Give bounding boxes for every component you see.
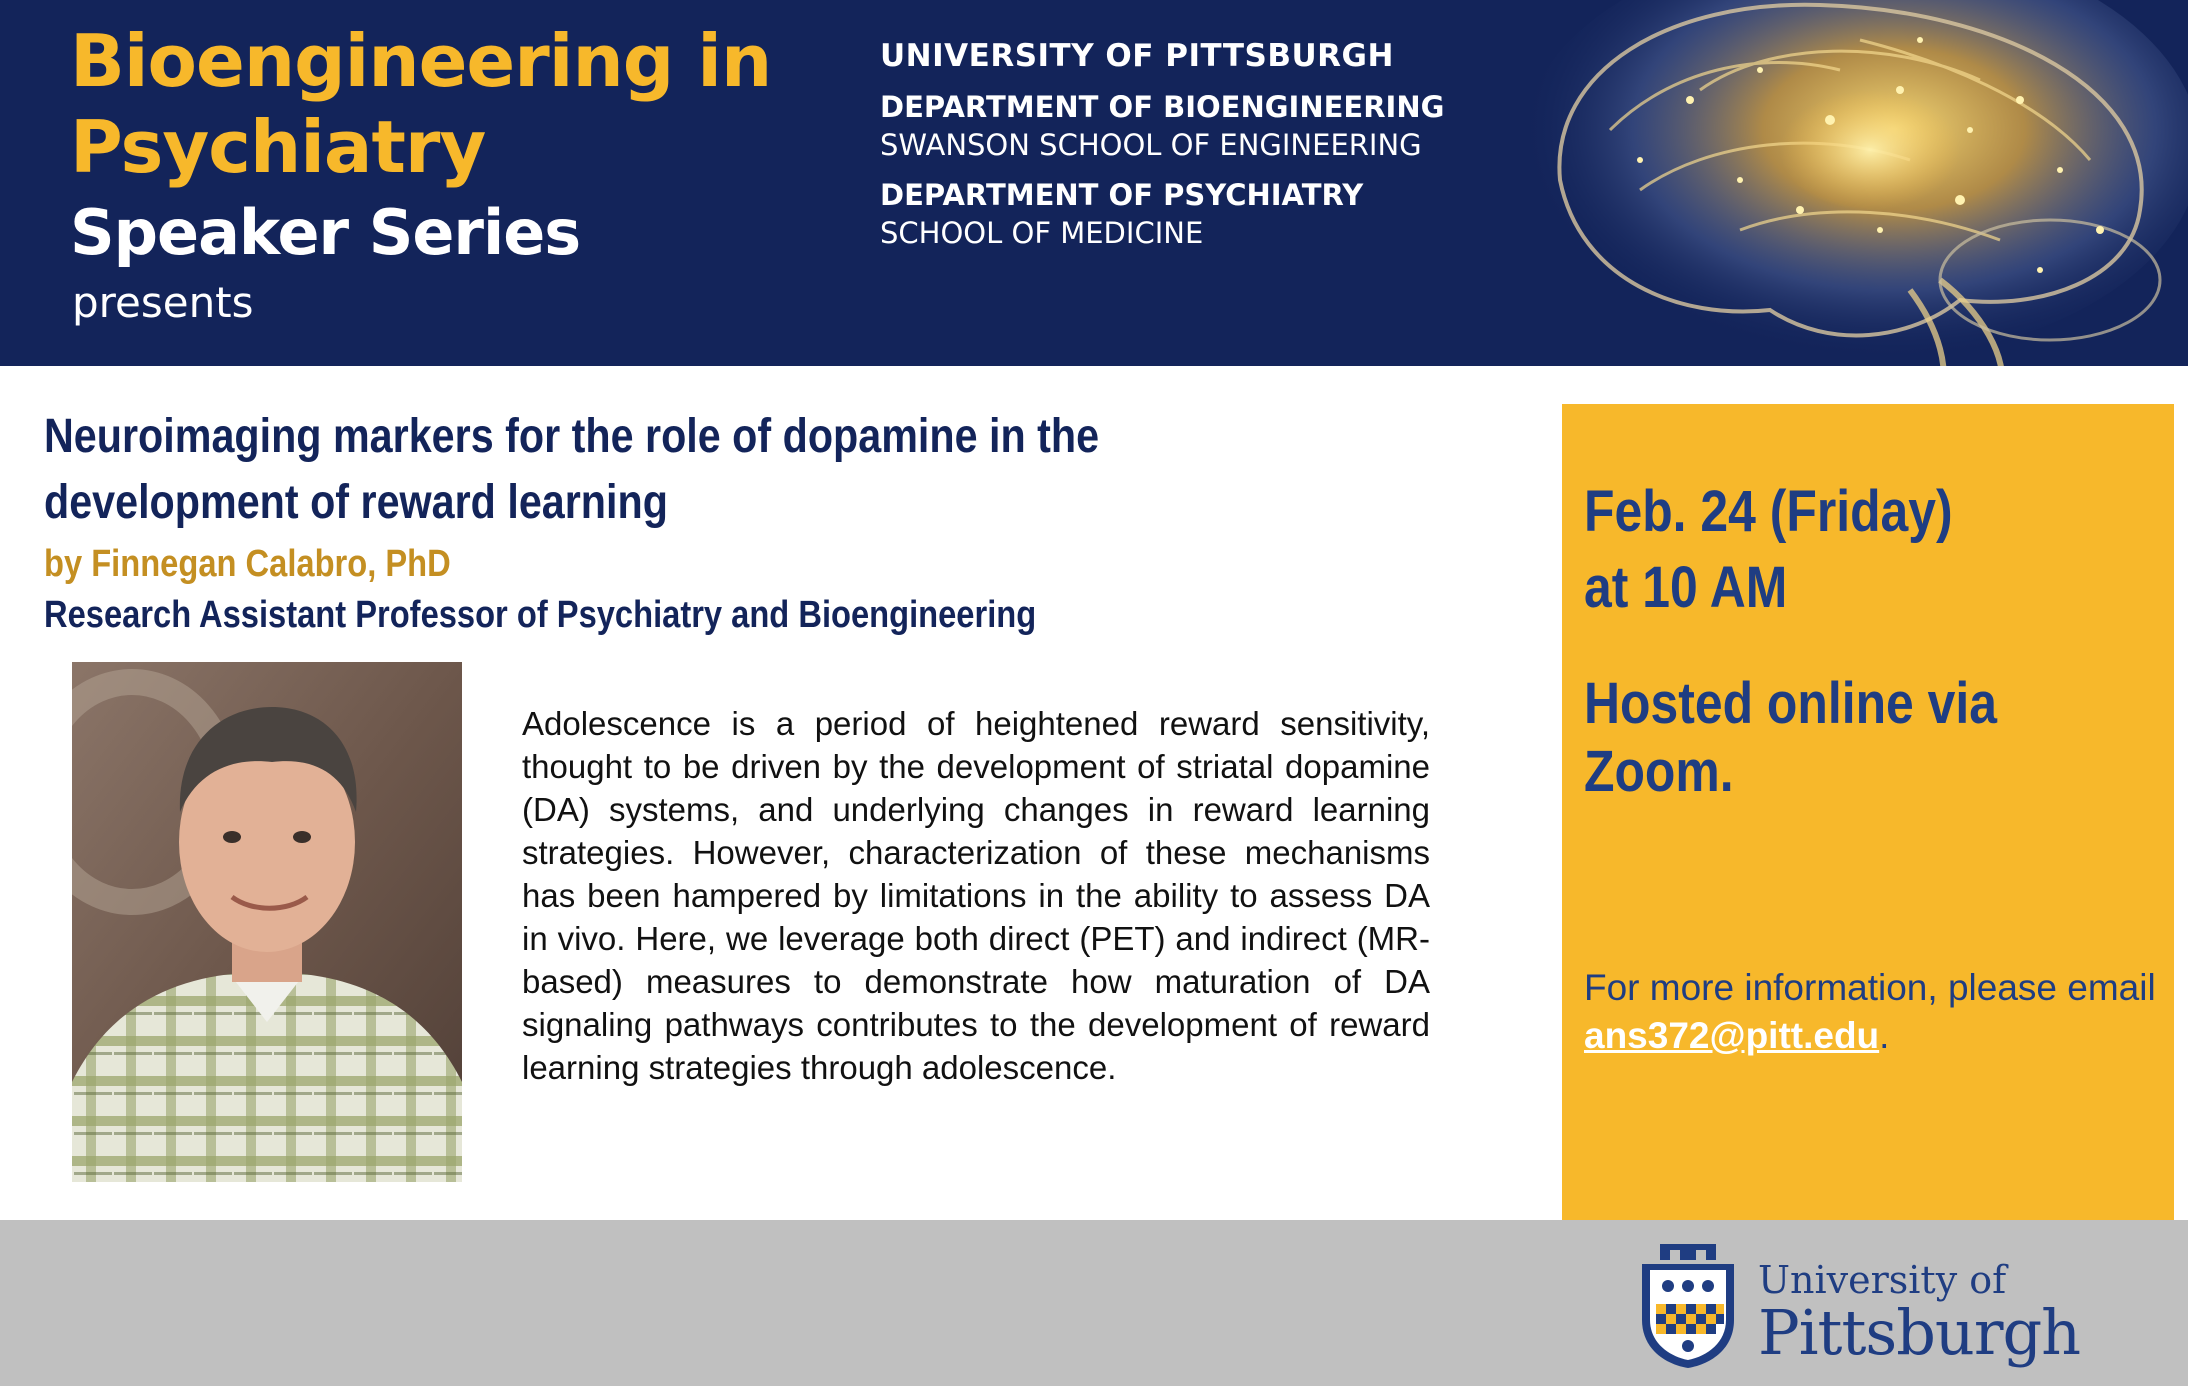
- footer: [0, 1220, 2188, 1386]
- speaker-name: by Finnegan Calabro, PhD: [44, 543, 451, 585]
- school-medicine: SCHOOL OF MEDICINE: [880, 216, 1204, 250]
- logo-text-large: Pittsburgh: [1758, 1296, 2081, 1369]
- speaker-photo: [72, 662, 462, 1182]
- talk-title: Neuroimaging markers for the role of dopamine in the development of reward learning: [44, 410, 1100, 529]
- department-block: [880, 36, 1444, 252]
- contact-info: [1584, 964, 2164, 1060]
- speaker-role: Research Assistant Professor of Psychiatry and Bioengineering: [44, 594, 1037, 636]
- school-engineering: SWANSON SCHOOL OF ENGINEERING: [880, 128, 1422, 162]
- brain-illustration: [1440, 0, 2188, 366]
- university-name: UNIVERSITY OF PITTSBURGH: [880, 38, 1394, 74]
- contact-suffix: .: [1879, 1015, 1890, 1056]
- dept-psychiatry: DEPARTMENT OF PSYCHIATRY: [880, 178, 1364, 212]
- header-banner: [0, 0, 2188, 366]
- contact-prefix: For more information, please email: [1584, 967, 2156, 1008]
- event-info-panel: [1562, 404, 2174, 1220]
- university-shield-icon: [1636, 1240, 1740, 1370]
- event-time: at 10 AM: [1584, 555, 1788, 620]
- dept-bioengineering: DEPARTMENT OF BIOENGINEERING: [880, 90, 1445, 124]
- series-title: Bioengineering in Psychiatry: [70, 19, 772, 189]
- speaker-portrait-illustration: [72, 662, 462, 1182]
- series-subtitle: Speaker Series: [70, 196, 581, 269]
- event-datetime: [1584, 474, 2083, 626]
- logo-text-small: University of: [1758, 1258, 2007, 1302]
- presents-label: presents: [72, 278, 254, 327]
- event-date: Feb. 24 (Friday): [1584, 479, 1953, 544]
- event-location: Hosted online via Zoom.: [1584, 671, 1997, 804]
- contact-email-link[interactable]: ans372@pitt.edu: [1584, 1015, 1880, 1056]
- talk-abstract: Adolescence is a period of heightened reward sensitivity, thought to be driven by the development of striatal dopamine (DA) systems, and underlying changes in reward learning strategies. However, characterization of these mechanisms has been hampered by limitations in the ability to assess DA in vivo. Here, we leverage both direct (PET) and indirect (MR-based) measures to demonstrate how maturation of DA signaling pathways contributes to the development of reward learning strategies through adolescence.: [522, 705, 1430, 1086]
